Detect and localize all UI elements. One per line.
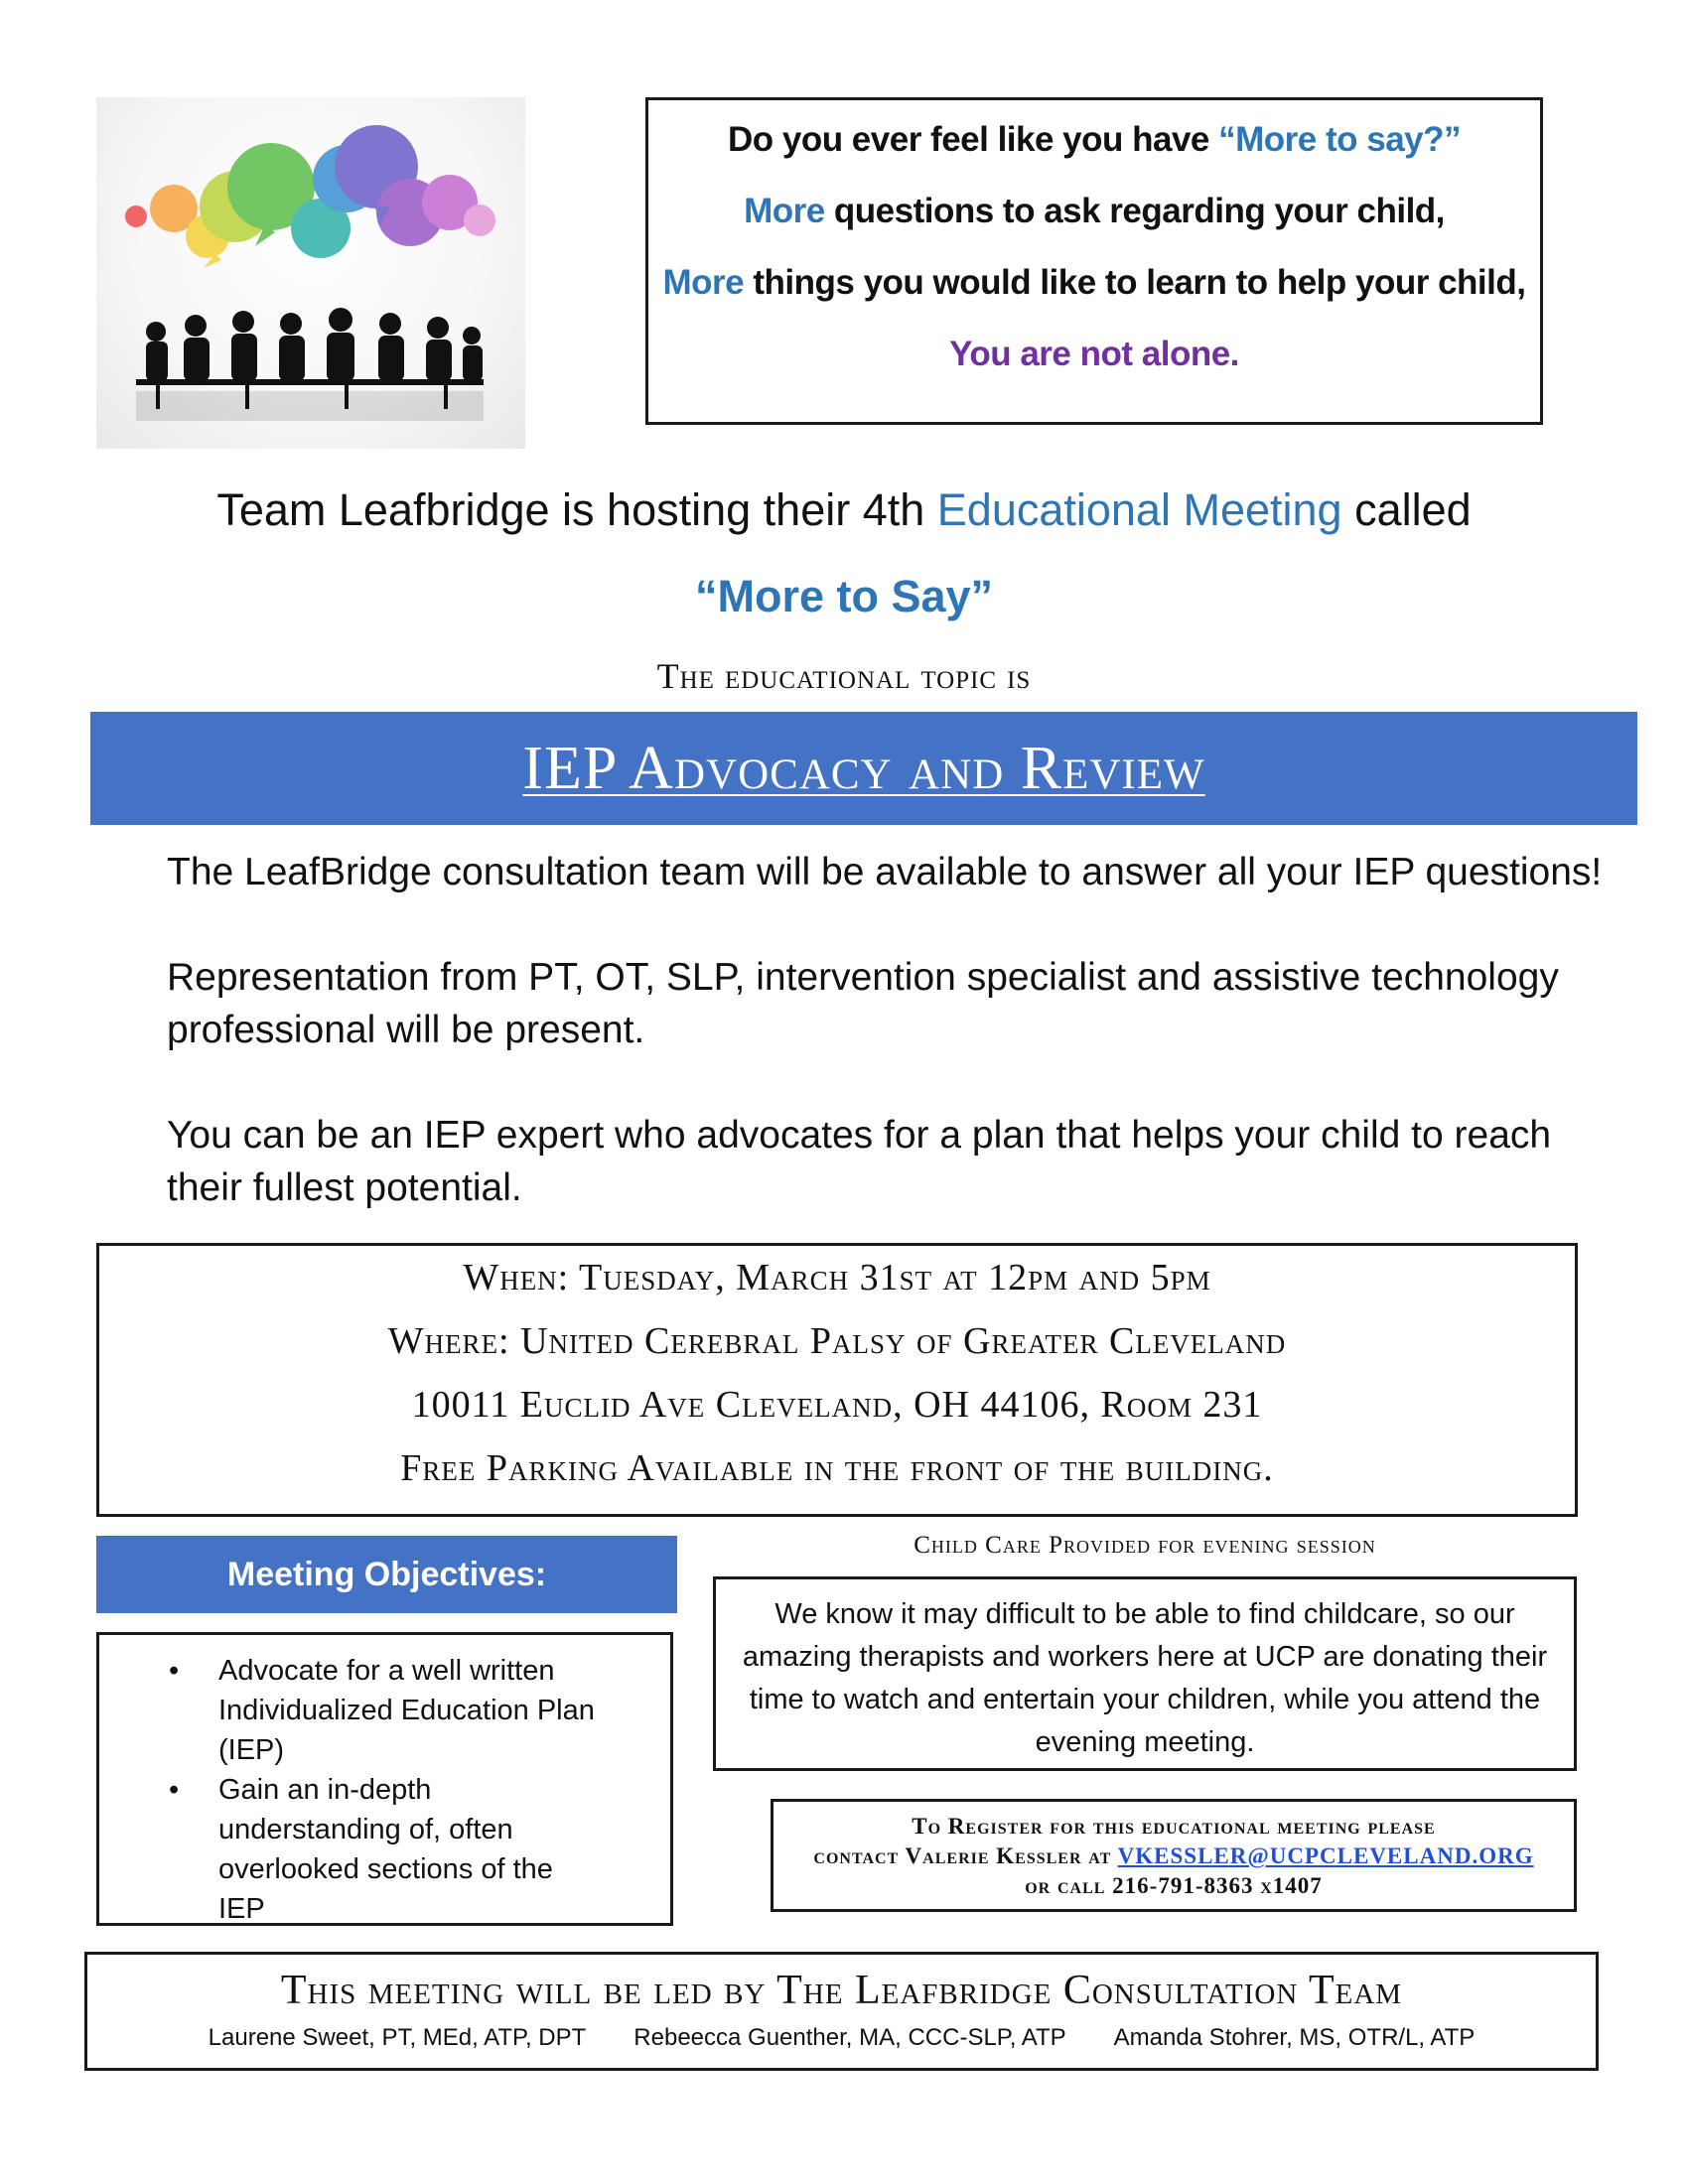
childcare-box [713, 1576, 1577, 1771]
leader-name: Rebeecca Guenther, MA, CCC-SLP, ATP [633, 2024, 1066, 2051]
objectives-box [96, 1632, 673, 1926]
objectives-list [169, 1651, 606, 1929]
question-box [645, 97, 1543, 425]
leaders-title: This meeting will be led by The Leafbridge Consultation Team [280, 1968, 1403, 2013]
question-line-3-text: things you would like to learn to help your child, [744, 263, 1526, 302]
email-link[interactable]: VKESSLER@UCPCLEVELAND.ORG [1117, 1843, 1534, 1868]
event-where: Where: United Cerebral Palsy of Greater Cleveland [387, 1320, 1287, 1362]
objective-text: Gain an in-depth understanding of, often overlooked sections of the IEP [218, 1774, 553, 1925]
paragraph-expert: You can be an IEP expert who advocates for a plan that helps your child to reach their fullest potential. [167, 1114, 1552, 1209]
question-line-2 [648, 192, 1540, 231]
childcare-label: Child Care Provided for evening session [914, 1532, 1376, 1559]
leaders-names [87, 2024, 1596, 2052]
meeting-illustration [96, 97, 525, 449]
register-line-2 [774, 1842, 1574, 1871]
bullet-icon: • [169, 1774, 180, 1806]
objective-text: Advocate for a well written Individualized Education Plan (IEP) [218, 1655, 595, 1766]
educational-meeting-highlight: Educational Meeting [936, 484, 1342, 535]
register-line-3: or call 216-791-8363 x1407 [1025, 1873, 1323, 1898]
topic-intro: The educational topic is [656, 656, 1032, 696]
leader-name: Laurene Sweet, PT, MEd, ATP, DPT [208, 2024, 587, 2051]
host-line-text: Team Leafbridge is hosting their 4th [216, 484, 937, 535]
not-alone-line: You are not alone. [949, 335, 1239, 373]
question-line-1 [648, 120, 1540, 160]
question-line-2-highlight: More [744, 192, 825, 230]
question-line-3 [648, 263, 1540, 303]
register-contact-text: contact Valerie Kessler at [813, 1843, 1118, 1868]
question-line-3-highlight: More [662, 263, 745, 302]
bullet-icon: • [169, 1655, 180, 1687]
event-address: 10011 Euclid Ave Cleveland, OH 44106, Room 231 [411, 1384, 1263, 1426]
objective-item [169, 1770, 606, 1929]
event-when: When: Tuesday, March 31st at 12pm and 5pm [463, 1257, 1211, 1298]
host-line [0, 484, 1688, 536]
event-details-box [96, 1243, 1578, 1517]
childcare-text: We know it may difficult to be able to find childcare, so our amazing therapists and workers here at UCP are donating their time to watch and entertain your children, while you attend the evening meeting. [742, 1598, 1548, 1758]
register-box [771, 1799, 1577, 1912]
question-line-1-text: Do you ever feel like you have [727, 120, 1219, 159]
speech-bubbles-image [96, 97, 525, 449]
event-parking: Free Parking Available in the front of the building. [400, 1447, 1274, 1489]
meeting-name: “More to Say” [694, 571, 994, 621]
paragraph-representation: Representation from PT, OT, SLP, intervention specialist and assistive technology professional will be present. [167, 956, 1559, 1051]
host-line-suffix: called [1341, 484, 1472, 535]
topic-banner [90, 712, 1637, 825]
paragraph-availability: The LeafBridge consultation team will be available to answer all your IEP questions! [167, 851, 1603, 893]
topic-title: IEP Advocacy and Review [522, 735, 1205, 802]
register-line-1: To Register for this educational meeting please [912, 1814, 1436, 1839]
leaders-box [84, 1952, 1599, 2071]
objective-item [169, 1651, 606, 1770]
objectives-header: Meeting Objectives: [96, 1536, 677, 1613]
question-line-1-highlight: “More to say?” [1218, 120, 1462, 159]
leader-name: Amanda Stohrer, MS, OTR/L, ATP [1113, 2024, 1476, 2051]
question-line-2-text: questions to ask regarding your child, [824, 192, 1445, 230]
